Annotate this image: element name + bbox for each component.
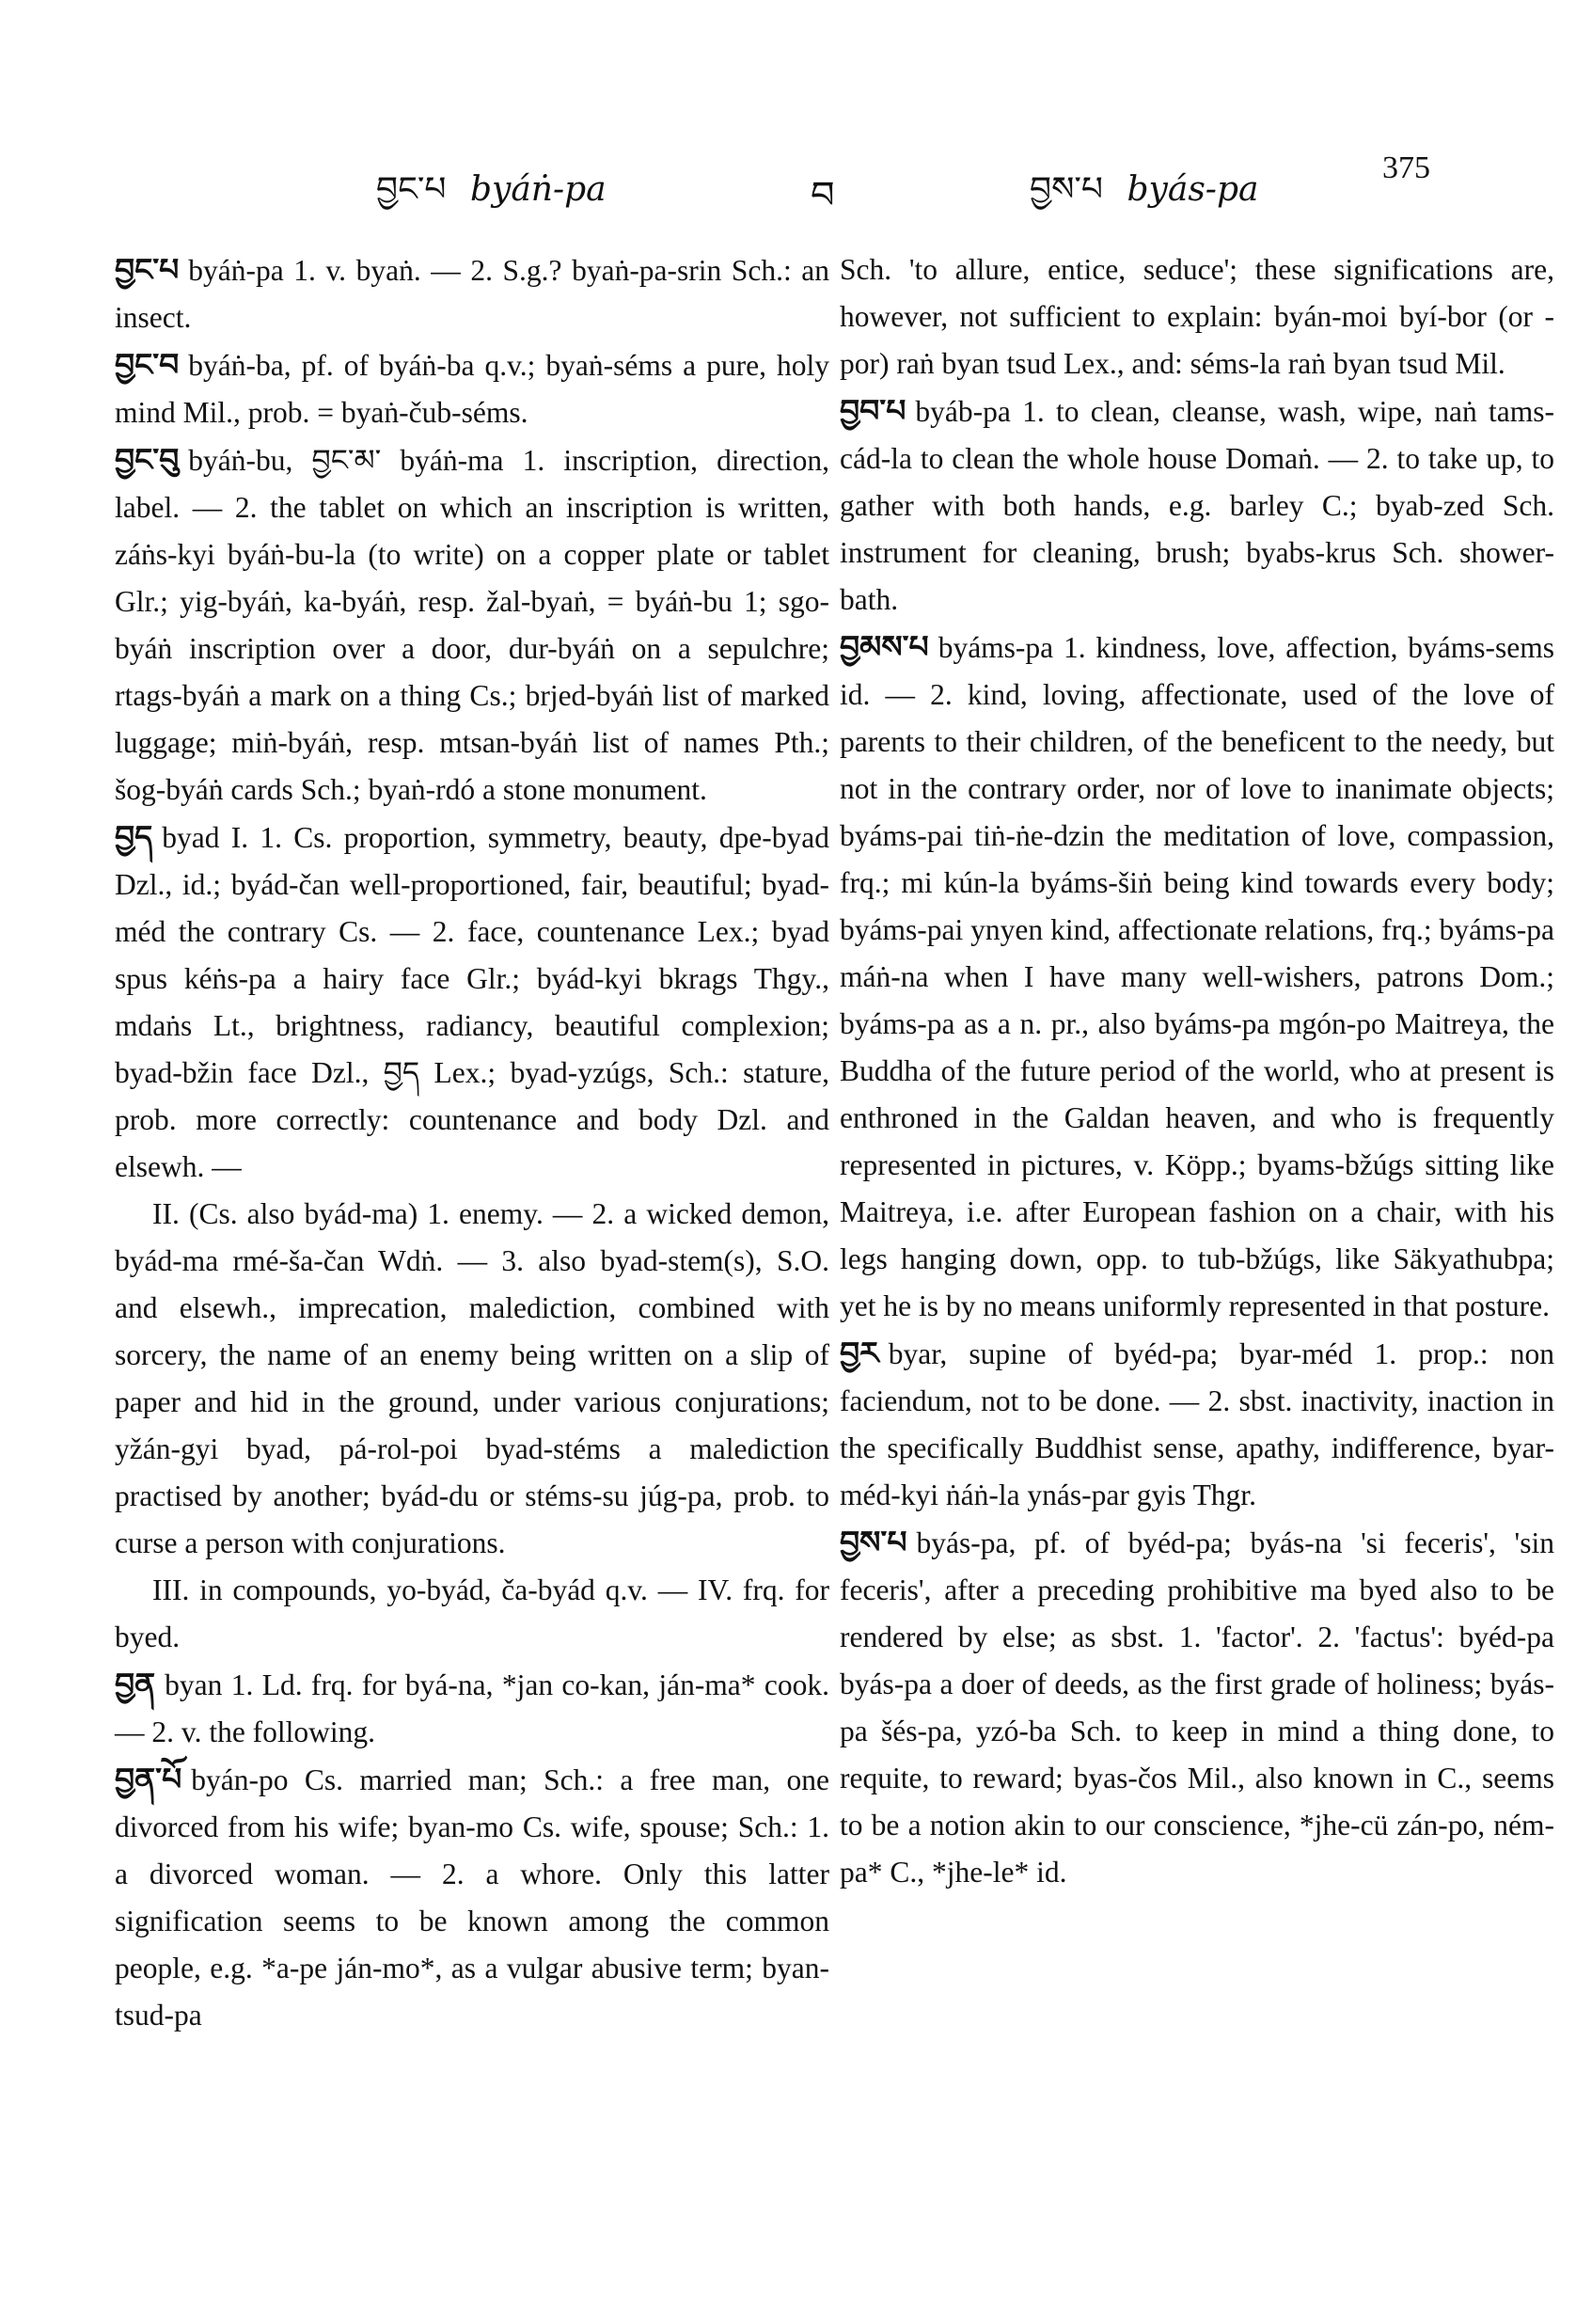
left-head-translit: byáṅ-pa [469,170,607,209]
left-column [115,246,829,2039]
right-head-translit: byás-pa [1127,170,1259,209]
right-column [840,246,1554,1896]
entry-text: III. in compounds, yo-byád, ča-byád q.v. — IV. frq. for byed. [115,1573,829,1653]
entry-lemma: བྱང་བ [115,346,180,383]
entry-lemma: བྱང་བུ [115,441,180,478]
entry-text: byar, supine of byéd-pa; byar-méd 1. prop.: non faciendum, not to be done. — 2. sbst. inactivity, inaction in the specifically Buddhist sense, apathy, indifference, byar-méd-kyi ṅáṅ-la ynás-par gyis Thgr. [840,1337,1554,1511]
entry-text: byad I. 1. Cs. proportion, symmetry, beauty, dpe-byad Dzl., id.; byád-čan well-proportioned, fair, beautiful; byad-méd the contrary Cs. — 2. face, countenance Lex.; byad spus kéṅs-pa a hairy face Glr.; byád-kyi bkrags Thgy., mdaṅs Lt., brightness, radiancy, beautiful complexion; byad-bžin face Dzl., བྱད Lex.; byad-yzúgs, Sch.: stature, prob. more correctly: countenance and body Dzl. and elsewh. — [115,821,829,1183]
entry-lemma: བྱང་པ [115,251,180,288]
entry-text: byan 1. Ld. frq. for byá-na, *jan co-kan, ján-ma* cook. — 2. v. the following. [115,1668,829,1748]
entry [115,1567,829,1661]
page-number: 375 [1382,150,1430,185]
entry-text: byás-pa, pf. of byéd-pa; byás-na 'si feceris', 'sin feceris', after a preceding prohibitive ma byed also to be rendered by else; as sbst. 1. 'factor'. 2. 'factus': byéd-pa byás-pa a doer of deeds, as the first grade of holiness; byás-pa šés-pa, yzó-ba Sch. to keep in mind a thing done, to requite, to reward; byas-čos Mil., also known in C., seems to be a notion akin to our conscience, *jhe-cü zán-po, ném-pa* C., *jhe-le* id. [840,1526,1554,1889]
entry [840,624,1554,1330]
right-running-head [1030,150,1258,246]
entry-text: byáb-pa 1. to clean, cleanse, wash, wipe, naṅ tams-cád-la to clean the whole house Domaṅ. — 2. to take up, to gather with both hands, e.g. barley C.; byab-zed Sch. instrument for cleaning, brush; byabs-krus Sch. shower-bath. [840,395,1554,616]
entry [115,1661,829,1756]
entry-text: byáṅ-ba, pf. of byáṅ-ba q.v.; byaṅ-séms a pure, holy mind Mil., prob. = byaṅ-čub-séms. [115,349,829,429]
entry-text: Sch. 'to allure, entice, seduce'; these significations are, however, not sufficient to explain: byán-moi byí-bor (or -por) raṅ byan tsud Lex., and: séms-la raṅ byan tsud Mil. [840,253,1554,380]
right-head-tibetan: བྱས་པ [1030,170,1104,209]
entry [115,1756,829,2039]
entry-lemma: བྱན་པོ [115,1761,182,1797]
entry [840,387,1554,624]
entry-lemma: བྱར [840,1335,879,1371]
entry-lemma: བྱན [115,1666,156,1702]
left-running-head [376,150,607,246]
entry-text: byán-po Cs. married man; Sch.: a free man, one divorced from his wife; byan-mo Cs. wife, spouse; Sch.: 1. a divorced woman. — 2. a whore. Only this latter signification seems to be known among the common people, e.g. *a-pe ján-mo*, as a vulgar abusive term; byan-tsud-pa [115,1763,829,2032]
entry [840,1519,1554,1896]
entry-lemma: བྱམས་པ [840,628,929,665]
entry-lemma: བྱས་པ [840,1524,907,1560]
entry [115,814,829,1191]
entry [115,246,829,341]
entry-text: byáms-pa 1. kindness, love, affection, byáms-sems id. — 2. kind, loving, affectionate, used of the love of parents to their children, of the beneficent to the needy, but not in the contrary order, nor of love to inanimate objects; byáms-pai tiṅ-ṅe-dzin the meditation of love, compassion, frq.; mi kún-la byáms-šiṅ being kind towards every body; byáms-pai ynyen kind, affectionate relations, frq.; byáms-pa máṅ-na when I have many well-wishers, patrons Dom.; byáms-pa as a n. pr., also byáms-pa mgón-po Maitreya, the Buddha of the future period of the world, who at present is enthroned in the Galdan heaven, and who is frequently represented in pictures, v. Köpp.; byams-bžúgs sitting like Maitreya, i.e. after European fashion on a chair, with his legs hanging down, opp. to tub-bžúgs, like Säkyathubpa; yet he is by no means uniformly represented in that posture. [840,631,1554,1322]
entry [115,341,829,436]
entry-lemma: བྱད [115,818,153,855]
entry-text: byáṅ-pa 1. v. byaṅ. — 2. S.g.? byaṅ-pa-srin Sch.: an insect. [115,254,829,334]
entry-text: byáṅ-bu, བྱང་མ་ byáṅ-ma 1. inscription, direction, label. — 2. the tablet on which an inscription is written, záṅs-kyi byáṅ-bu-la (to write) on a copper plate or tablet Glr.; yig-byáṅ, ka-byáṅ, resp. žal-byaṅ, = byáṅ-bu 1; sgo-byáṅ inscription over a door, dur-byáṅ on a sepulchre; rtags-byáṅ a mark on a thing Cs.; brjed-byáṅ list of marked luggage; miṅ-byáṅ, resp. mtsan-byáṅ list of names Pth.; šog-byáṅ cards Sch.; byaṅ-rdó a stone monument. [115,444,829,806]
entry-lemma: བྱབ་པ [840,392,906,429]
center-letter: བ [811,174,835,217]
entry [840,246,1554,387]
entry [840,1330,1554,1519]
entry-text: II. (Cs. also byád-ma) 1. enemy. — 2. a wicked demon, byád-ma rmé-ša-čan Wdṅ. — 3. also byad-stem(s), S.O. and elsewh., imprecation, malediction, combined with sorcery, the name of an enemy being written on a slip of paper and hid in the ground, under various conjurations; yžán-gyi byad, pá-rol-poi byad-stéms a malediction practised by another; byád-du or stéms-su júg-pa, prob. to curse a person with conjurations. [115,1197,829,1559]
entry [115,436,829,814]
entry [115,1191,829,1567]
left-head-tibetan: བྱང་པ [376,170,447,209]
